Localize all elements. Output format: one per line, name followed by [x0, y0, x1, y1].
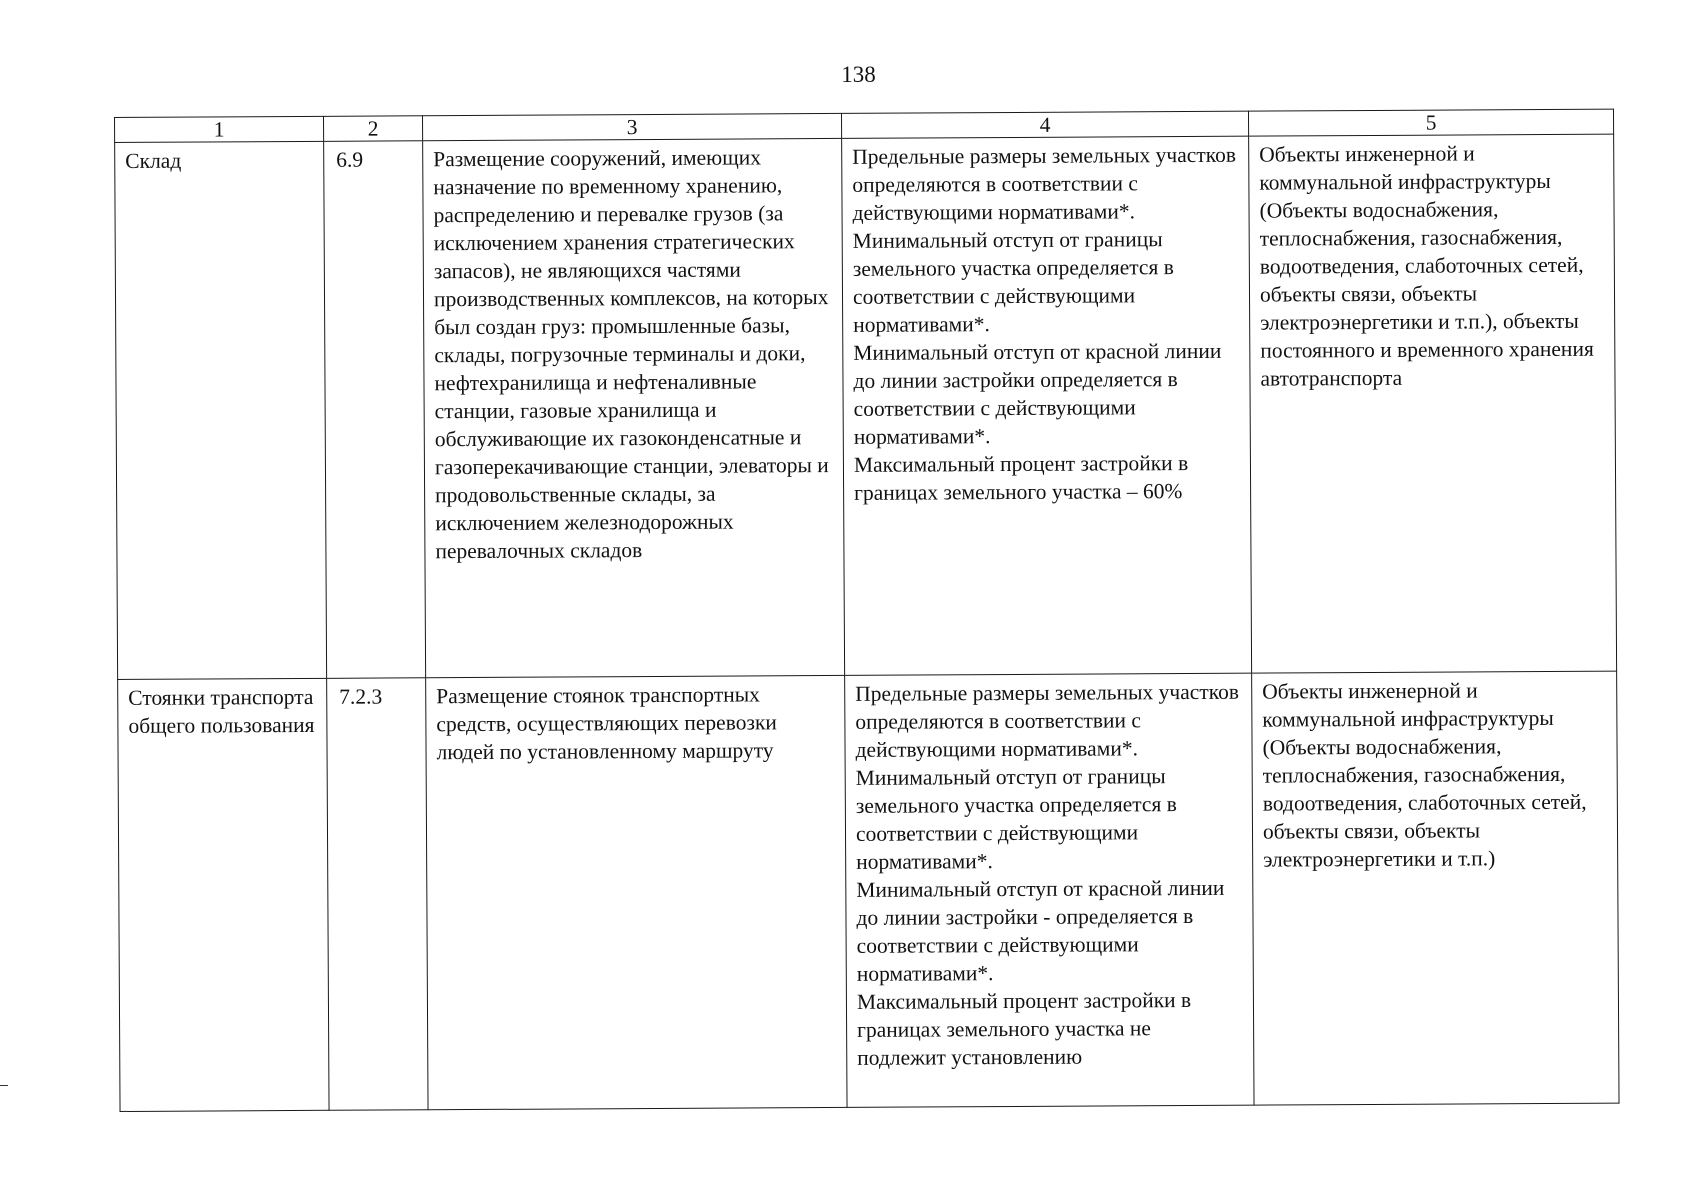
infrastructure-cell: Объекты инженерной и коммунальной инфраструктуры (Объекты водоснабжения, теплоснабжения, газоснабжения, водоотведения, слаботочных сетей, объекты связи, объекты электроэнергетики и т.п.): [1252, 671, 1619, 1105]
use-name-cell: Склад: [115, 141, 327, 679]
infrastructure-cell: Объекты инженерной и коммунальной инфраструктуры (Объекты водоснабжения, теплоснабжения, газоснабжения, водоотведения, слаботочных сетей, объекты связи, объекты электроэнергетики и т.п.), объекты постоянного и временного хранения автотранспорта: [1249, 134, 1617, 673]
column-header-5: 5: [1248, 109, 1613, 136]
use-code-cell: 6.9: [324, 141, 426, 679]
column-header-2: 2: [323, 116, 422, 142]
column-header-3: 3: [422, 113, 841, 140]
table-row: [118, 671, 1619, 1111]
parameters-cell: Предельные размеры земельных участков определяются в соответствии с действующими нормативами*. Минимальный отступ от границы земельного участка определяется в соответствии с действующими нормативами*. Минимальный отступ от красной линии до линии застройки определяется в соответствии с действующими нормативами*. Максимальный процент застройки в границах земельного участка – 60%: [842, 136, 1252, 675]
page-number: 138: [841, 62, 876, 87]
use-description-cell: Размещение стоянок транспортных средств, осуществляющих перевозки людей по установленному маршруту: [426, 675, 847, 1109]
column-header-1: 1: [115, 116, 324, 142]
zoning-table: [114, 109, 1620, 1112]
parameters-cell: Предельные размеры земельных участков определяются в соответствии с действующими нормативами*. Минимальный отступ от границы земельного участка определяется в соответствии с действующими нормативами*. Минимальный отступ от красной линии до линии застройки - определяется в соответствии с действующими нормативами*. Максимальный процент застройки в границах земельного участка не подлежит установлению: [845, 673, 1254, 1107]
table-row: [115, 134, 1617, 679]
use-code-cell: 7.2.3: [327, 678, 428, 1111]
use-description-cell: Размещение сооружений, имеющих назначение по временному хранению, распределению и перевалке грузов (за исключением хранения стратегических запасов), не являющихся частями производственных комплексов, на которых был создан груз: промышленные базы, склады, погрузочные терминалы и доки, нефтехранилища и нефтеналивные станции, газовые хранилища и обслуживающие их газоконденсатные и газоперекачивающие станции, элеваторы и продовольственные склады, за исключением железнодорожных перевалочных складов: [423, 138, 845, 677]
use-name-cell: Стоянки транспорта общего пользования: [118, 678, 329, 1111]
scan-edge-mark: [0, 1085, 8, 1086]
column-header-4: 4: [841, 111, 1248, 138]
